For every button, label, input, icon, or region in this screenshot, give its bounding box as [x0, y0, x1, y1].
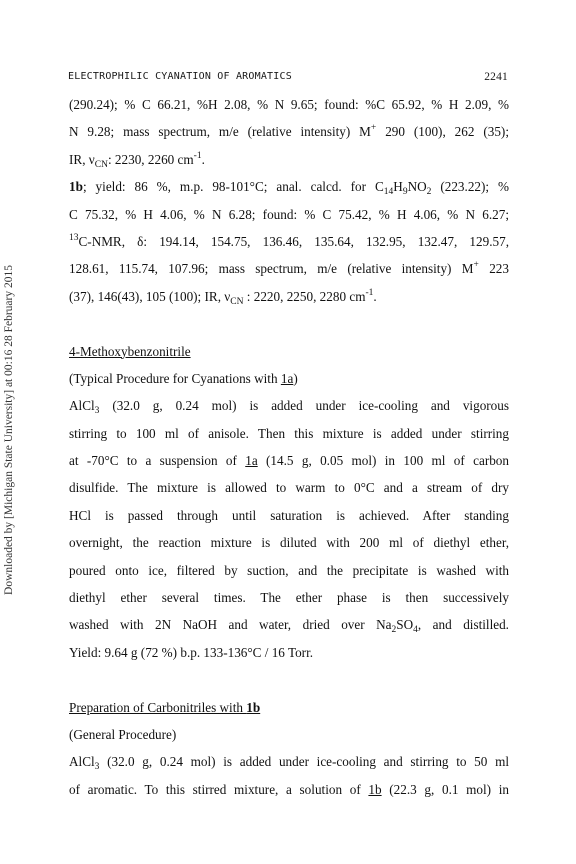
text-line: overnight, the reaction mixture is diluted with 200 ml of diethyl ether, [69, 535, 509, 551]
compound-link: 1a [280, 370, 294, 386]
compound-link: 1a [245, 453, 258, 469]
text-line: 128.61, 115.74, 107.96; mass spectrum, m/e (relative intensity) M+ 223 [69, 260, 509, 277]
text-line: (37), 146(43), 105 (100); IR, $\nu_{CN}$ : 2220, 2250, 2280 $cm^{-1}$. [69, 287, 377, 307]
spacer [69, 310, 509, 337]
article-body [69, 91, 509, 803]
text-line: 1b; yield: 86 %, m.p. 98-101°C; anal. calcd. for $C_{14}H_9NO_2$ (223.22); % [69, 179, 509, 198]
text-line: Yield: 9.64 g (72 %) b.p. 133-136°C / 16 Torr. [69, 644, 314, 660]
text-line: C 75.32, % H 4.06, % N 6.28; found: % C 75.42, % H 4.06, % N 6.27; [69, 206, 509, 222]
text-line: HCl is passed through until saturation is achieved. After standing [69, 507, 509, 523]
section-heading: Preparation of Carbonitriles with 1b [69, 699, 261, 715]
download-watermark [2, 230, 16, 630]
compound-label: 1b [69, 179, 83, 195]
text-line: (Typical Procedure for Cyanations with 1a) [69, 370, 298, 386]
text-line: (290.24); % C 66.21, %H 2.08, % N 9.65; found: %C 65.92, % H 2.09, % [69, 97, 509, 112]
text-line: $^{13}$C-NMR, δ: 194.14, 154.75, 136.46, 135.64, 132.95, 132.47, 129.57, [69, 232, 509, 249]
text-line: (General Procedure) [69, 726, 177, 742]
download-watermark-text: Downloaded by [Michigan State University] at 00:16 28 February 2015 [3, 265, 15, 595]
section-heading: 4-Methoxybenzonitrile [69, 343, 191, 359]
spacer [69, 666, 509, 693]
text-line: AlCl$_3$ (32.0 g, 0.24 mol) is added under ice-cooling and vigorous [69, 398, 509, 417]
compound-link: 1b [368, 781, 382, 797]
text-line: of aromatic. To this stirred mixture, a solution of 1b (22.3 g, 0.1 mol) in [69, 781, 509, 797]
text-line: stirring to 100 ml of anisole. Then this mixture is added under stirring [69, 425, 509, 441]
text-line: poured onto ice, filtered by suction, and the precipitate is washed with [69, 562, 509, 578]
compound-label: 1b [246, 699, 261, 715]
text-line: washed with 2N NaOH and water, dried over $Na_2SO_4$, and distilled. [69, 617, 509, 636]
text-line: disulfide. The mixture is allowed to warm to 0°C and a stream of dry [69, 480, 509, 496]
page-number: 2241 [484, 71, 508, 83]
text-line: diethyl ether several times. The ether phase is then successively [69, 590, 509, 606]
text-line: AlCl$_3$ (32.0 g, 0.24 mol) is added under ice-cooling and stirring to 50 ml [69, 754, 509, 773]
text-line: at -70°C to a suspension of 1a (14.5 g, 0.05 mol) in 100 ml of carbon [69, 453, 509, 469]
text-line: IR, $\nu_{CN}$: 2230, 2260 $cm^{-1}$. [69, 150, 205, 170]
text-line: N 9.28; mass spectrum, m/e (relative intensity) M+ 290 (100), 262 (35); [69, 123, 509, 140]
running-title: ELECTROPHILIC CYANATION OF AROMATICS [68, 71, 292, 82]
